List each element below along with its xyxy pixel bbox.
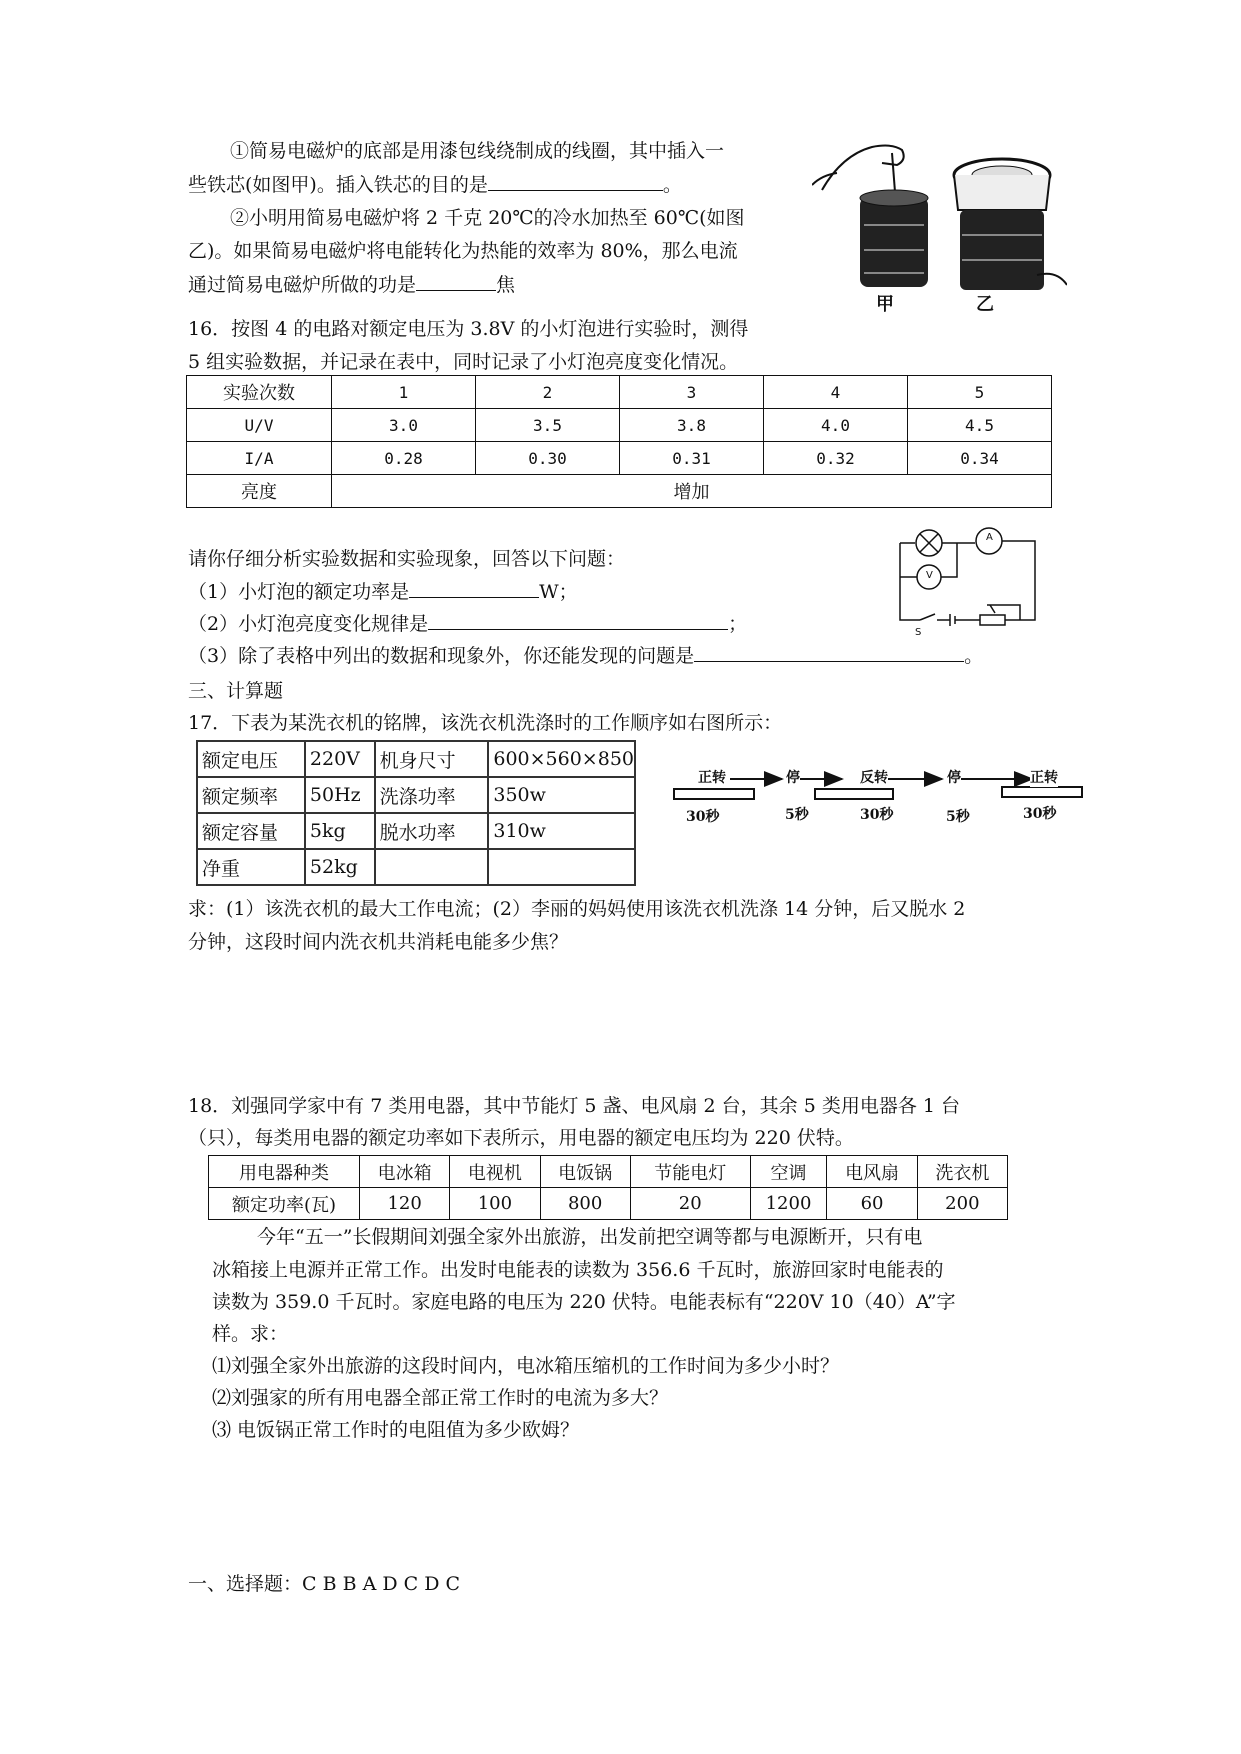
sequence-time-1: 30秒 (686, 809, 720, 825)
q16-blank-problem (694, 641, 964, 662)
table-cell: 1 (332, 376, 476, 409)
table-cell: 200 (917, 1188, 1007, 1220)
table-cell: 额定频率 (197, 777, 305, 813)
table-cell: U/V (187, 409, 332, 442)
table-cell: 增加 (332, 475, 1052, 508)
q16-line2: 5 组实验数据，并记录在表中，同时记录了小灯泡亮度变化情况。 (188, 351, 739, 373)
q16-sub2-end: ； (728, 613, 748, 635)
table-row (197, 813, 635, 849)
table-cell: 额定电压 (197, 741, 305, 777)
table-row (197, 849, 635, 885)
table-cell: 52kg (305, 849, 375, 885)
table-cell: 0.32 (764, 442, 908, 475)
q16-sub3-text: （3）除了表格中列出的数据和现象外，你还能发现的问题是 (188, 645, 695, 667)
q17-line1: 17．下表为某洗衣机的铭牌，该洗衣机洗涤时的工作顺序如右图所示： (188, 712, 783, 734)
q17-ask1: 求：(1）该洗衣机的最大工作电流；(2）李丽的妈妈使用该洗衣机洗涤 14 分钟，后又脱水 2 (188, 898, 966, 920)
table-row (197, 777, 635, 813)
sequence-time-5: 30秒 (1023, 806, 1057, 822)
q16-sub2 (188, 609, 747, 638)
table-row (209, 1188, 1008, 1220)
q16-sub2-text: （2）小灯泡亮度变化规律是 (188, 613, 429, 635)
q18-para1: 今年“五一”长假期间刘强全家外出旅游，出发前把空调等都与电源断开，只有电 (257, 1226, 923, 1248)
q16-sub3 (188, 641, 983, 670)
electromagnetic-cooker-figure (812, 135, 1067, 313)
sequence-step-stop-1: 停 (786, 767, 800, 787)
table-cell: 60 (827, 1188, 917, 1220)
table-cell: 用电器种类 (209, 1156, 360, 1188)
section-title-calculation: 三、计算题 (188, 680, 284, 702)
table-cell: 4.0 (764, 409, 908, 442)
table-cell: 额定功率(瓦) (209, 1188, 360, 1220)
table-cell: 20 (630, 1188, 750, 1220)
q15-line2-end: 。 (662, 174, 682, 196)
q18-ask2: ⑵刘强家的所有用电器全部正常工作时的电流为多大？ (212, 1387, 669, 1409)
q15-line5-text: 通过简易电磁炉所做的功是 (188, 274, 417, 296)
table-cell: 220V (305, 741, 375, 777)
sequence-step-forward-1: 正转 (698, 767, 726, 787)
table-cell: I/A (187, 442, 332, 475)
switch-label: S (915, 627, 922, 638)
sequence-step-reverse: 反转 (860, 767, 888, 787)
q15-line1: ①简易电磁炉的底部是用漆包线绕制成的线圈，其中插入一 (230, 140, 725, 162)
table-cell: 4 (764, 376, 908, 409)
table-cell: 电视机 (450, 1156, 540, 1188)
table-cell: 100 (450, 1188, 540, 1220)
sequence-step-stop-2: 停 (947, 767, 961, 787)
table-row (187, 442, 1052, 475)
table-cell: 3.8 (620, 409, 764, 442)
q16-sub1-text: （1）小灯泡的额定功率是 (188, 581, 410, 603)
sequence-step-forward-2: 正转 (1030, 767, 1058, 787)
table-cell: 节能电灯 (630, 1156, 750, 1188)
table-cell: 3.0 (332, 409, 476, 442)
table-cell: 亮度 (187, 475, 332, 508)
q18-para2: 冰箱接上电源并正常工作。出发时电能表的读数为 356.6 千瓦时，旅游回家时电能表的 (212, 1259, 944, 1281)
q18-line1: 18．刘强同学家中有 7 类用电器，其中节能灯 5 盏、电风扇 2 台，其余 5 类用电器各 1 台 (188, 1095, 961, 1117)
table-header-row (187, 376, 1052, 409)
table-row (187, 475, 1052, 508)
table-header-row (209, 1156, 1008, 1188)
q18-line2: （只），每类用电器的额定功率如下表所示，用电器的额定电压均为 220 伏特。 (188, 1127, 854, 1149)
table-cell: 50Hz (305, 777, 375, 813)
table-cell: 电冰箱 (360, 1156, 450, 1188)
table-cell: 电饭锅 (540, 1156, 630, 1188)
q16-blank-rule (428, 609, 728, 630)
sequence-time-3: 30秒 (860, 807, 894, 823)
q15-line5-end: 焦 (496, 274, 516, 296)
ammeter-label: A (986, 532, 993, 543)
sequence-time-2: 5秒 (785, 807, 809, 823)
q15-blank-work (416, 270, 496, 291)
table-cell: 4.5 (908, 409, 1052, 442)
q15-line3: ②小明用简易电磁炉将 2 千克 20℃的冷水加热至 60℃(如图 (230, 207, 745, 229)
table-cell: 310w (488, 813, 635, 849)
table-cell: 600×560×850 (488, 741, 635, 777)
q15-line2 (188, 170, 682, 199)
table-cell: 脱水功率 (375, 813, 489, 849)
table-cell: 净重 (197, 849, 305, 885)
q16-sub3-end: 。 (964, 645, 984, 667)
table-cell: 350w (488, 777, 635, 813)
table-cell: 5kg (305, 813, 375, 849)
q16-line1: 16．按图 4 的电路对额定电压为 3.8V 的小灯泡进行实验时，测得 (188, 318, 749, 340)
q16-sub1-end: W； (539, 581, 578, 603)
table-cell: 3.5 (476, 409, 620, 442)
table-cell: 1200 (750, 1188, 827, 1220)
q18-ask3: ⑶ 电饭锅正常工作时的电阻值为多少欧姆？ (212, 1419, 580, 1441)
table-cell: 0.34 (908, 442, 1052, 475)
table-cell: 2 (476, 376, 620, 409)
table-cell: 电风扇 (827, 1156, 917, 1188)
table-cell: 额定容量 (197, 813, 305, 849)
q16-data-table (186, 375, 1052, 508)
table-cell: 机身尺寸 (375, 741, 489, 777)
table-cell: 空调 (750, 1156, 827, 1188)
answers-multiple-choice: 一、选择题：C B B A D C D C (188, 1573, 461, 1595)
q15-blank-purpose (488, 170, 663, 191)
q18-ask1: ⑴刘强全家外出旅游的这段时间内，电冰箱压缩机的工作时间为多少小时？ (212, 1355, 840, 1377)
q17-ask2: 分钟，这段时间内洗衣机共消耗电能多少焦？ (188, 931, 569, 953)
sequence-time-4: 5秒 (946, 809, 970, 825)
q16-blank-power (409, 577, 539, 598)
voltmeter-label: V (926, 570, 933, 581)
circuit-diagram (895, 525, 1045, 640)
table-row (197, 741, 635, 777)
table-cell: 洗涤功率 (375, 777, 489, 813)
table-cell: 800 (540, 1188, 630, 1220)
table-cell: 120 (360, 1188, 450, 1220)
table-cell: 0.28 (332, 442, 476, 475)
table-cell: 实验次数 (187, 376, 332, 409)
table-cell: 5 (908, 376, 1052, 409)
figure-label-jia: 甲 (876, 294, 894, 315)
q18-para4: 样。求： (212, 1323, 289, 1345)
q15-line2-text: 些铁芯(如图甲)。插入铁芯的目的是 (188, 174, 488, 196)
q16-intro: 请你仔细分析实验数据和实验现象，回答以下问题： (188, 548, 626, 570)
q18-para3: 读数为 359.0 千瓦时。家庭电路的电压为 220 伏特。电能表标有“220V 10（40）A”字 (212, 1291, 956, 1313)
q15-line5 (188, 270, 515, 299)
appliance-power-table (208, 1155, 1008, 1220)
figure-label-yi: 乙 (976, 294, 994, 315)
table-cell (488, 849, 635, 885)
washer-nameplate-table (196, 740, 636, 886)
table-cell: 0.30 (476, 442, 620, 475)
table-cell: 0.31 (620, 442, 764, 475)
q15-line4: 乙)。如果简易电磁炉将电能转化为热能的效率为 80%，那么电流 (188, 240, 738, 262)
table-cell: 3 (620, 376, 764, 409)
q16-sub1 (188, 577, 578, 606)
table-cell: 洗衣机 (917, 1156, 1007, 1188)
table-row (187, 409, 1052, 442)
table-cell (375, 849, 489, 885)
